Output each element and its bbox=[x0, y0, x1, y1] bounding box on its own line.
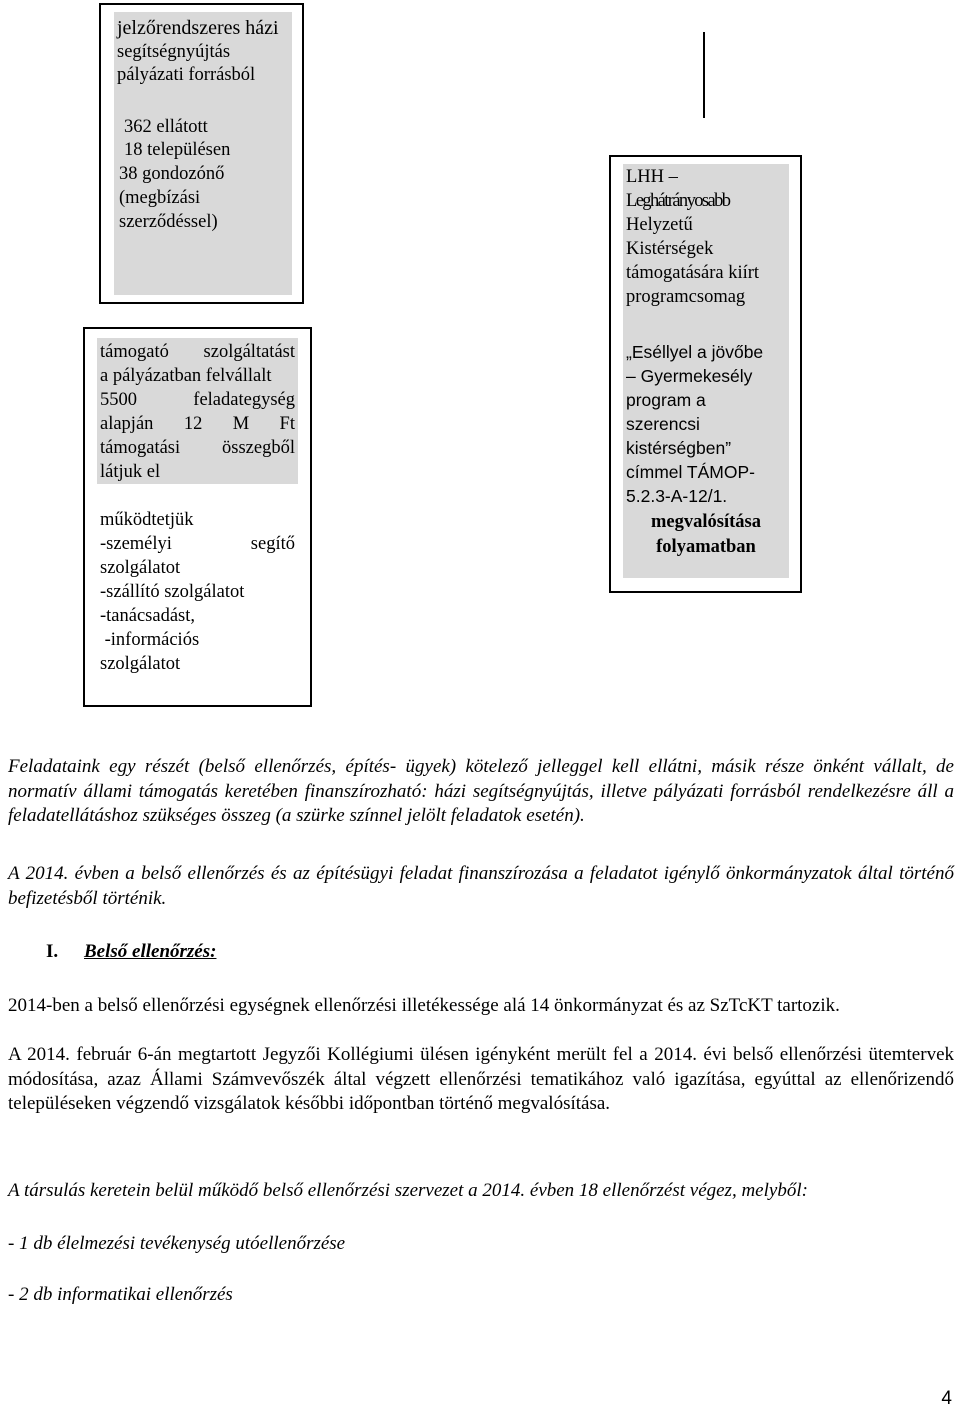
box2-word: szolgáltatást bbox=[203, 342, 295, 362]
box2-word: 5500 bbox=[100, 390, 137, 410]
box2-gray-line bbox=[100, 412, 295, 436]
page-number: 4 bbox=[941, 1388, 952, 1409]
box3-intro-line: programcsomag bbox=[626, 287, 746, 307]
list-item-text: - 1 db élelmezési tevékenység utóellenőrzése bbox=[8, 1233, 346, 1254]
box1-stat-line: 38 gondozónő bbox=[119, 164, 225, 184]
box1-stat-line: szerződéssel) bbox=[119, 212, 218, 232]
box3-intro-line: Kistérségek bbox=[626, 239, 714, 259]
box3-status-line: folyamatban bbox=[656, 537, 756, 557]
box2-gray-line: a pályázatban felvállalt bbox=[100, 366, 272, 386]
box2-gray-line bbox=[100, 436, 295, 460]
paragraph-text: 2014-ben a belső ellenőrzési egységnek ellenőrzési illetékessége alá 14 önkormányzat és az SzTcKT tartozik. bbox=[8, 995, 840, 1016]
box2-word: támogatási bbox=[100, 438, 181, 458]
box2-list-line bbox=[100, 532, 295, 556]
paragraph-feladataink bbox=[8, 755, 954, 829]
box3-program-line: címmel TÁMOP- bbox=[626, 462, 755, 482]
box2-word: M bbox=[232, 414, 250, 434]
box1-heading-line: jelzőrendszeres házi bbox=[117, 17, 279, 39]
box3-status-line: megvalósítása bbox=[651, 512, 761, 532]
box2-word: 12 bbox=[183, 414, 203, 434]
box3-intro-line: Helyzetű bbox=[626, 215, 693, 235]
box2-list-line: szolgálatot bbox=[100, 654, 181, 674]
box3-program-line: 5.2.3-A-12/1. bbox=[626, 486, 728, 506]
list-item bbox=[8, 1232, 954, 1257]
box2-gray-line: látjuk el bbox=[100, 462, 161, 482]
list-item bbox=[8, 1283, 954, 1308]
box3-program-line: szerencsi bbox=[626, 414, 700, 434]
box2-list-line: -tanácsadást, bbox=[100, 606, 196, 626]
paragraph-finanszirozas bbox=[8, 862, 954, 911]
box1-heading-line: segítségnyújtás bbox=[117, 42, 231, 62]
section-title: Belső ellenőrzés: bbox=[84, 941, 217, 962]
box2-gray-line bbox=[100, 340, 295, 364]
box3-intro-line: LHH – bbox=[626, 167, 678, 187]
box1-heading-line: pályázati forrásból bbox=[117, 65, 256, 85]
paragraph-illetekesseg bbox=[8, 994, 954, 1019]
box2-word: feladategység bbox=[193, 390, 295, 410]
box3-program-line: program a bbox=[626, 390, 706, 410]
box2-word: alapján bbox=[100, 414, 154, 434]
paragraph-text: A 2014. évben a belső ellenőrzés és az építésügyi feladat finanszírozása a feladatot igénylő önkormányzatok által történő befizetésből történik. bbox=[8, 863, 954, 909]
box2-word: támogató bbox=[100, 342, 169, 362]
paragraph-text: A 2014. február 6-án megtartott Jegyzői Kollégiumi ülésen igényként merült fel a 2014. évi belső ellenőrzési ütemtervek módosítása, azaz Állami Számvevőszék által végzett ellenőrzési tematikához való igazítása, egyúttal az ellenőrizendő településeken végzendő vizsgálatok későbbi időpontban történő megvalósítása. bbox=[8, 1044, 954, 1114]
box1-stat-line: 362 ellátott bbox=[124, 117, 208, 137]
box3-program-line: „Eséllyel a jövőbe bbox=[626, 342, 764, 362]
paragraph-jegyzoi bbox=[8, 1043, 954, 1117]
box2-word: -személyi bbox=[100, 534, 172, 554]
box2-word: összegből bbox=[222, 438, 295, 458]
box2-list-line: -információs bbox=[100, 630, 200, 650]
box3-intro-line: Leghátrányosabb bbox=[626, 191, 730, 211]
section-number: I. bbox=[46, 941, 59, 962]
paragraph-text: Feladataink egy részét (belső ellenőrzés, építés- ügyek) kötelező jelleggel kell ellátni, másik része önként vállalt, de normatív állami támogatás keretében finanszírozható: házi segítségnyújtás, illetve pályázati forrásból rendelkezésre áll a feladatellátáshoz szükséges összeg (a szürke színnel jelölt feladatok esetén). bbox=[8, 756, 954, 826]
box2-list-line: működtetjük bbox=[100, 510, 194, 530]
section-heading bbox=[46, 941, 216, 963]
box3-intro-line: támogatására kiírt bbox=[626, 263, 760, 283]
box3-program-line: – Gyermekesély bbox=[626, 366, 753, 386]
box3-program-line: kistérségben” bbox=[626, 438, 732, 458]
box1-stat-line: (megbízási bbox=[119, 188, 201, 208]
list-item-text: - 2 db informatikai ellenőrzés bbox=[8, 1284, 233, 1305]
box2-gray-line bbox=[100, 388, 295, 412]
box2-list-line: -szállító szolgálatot bbox=[100, 582, 245, 602]
box1-stat-line: 18 településen bbox=[124, 140, 231, 160]
box2-word: segítő bbox=[250, 534, 295, 554]
connector-line bbox=[703, 32, 705, 118]
box2-word: Ft bbox=[279, 414, 295, 434]
paragraph-tarsulas bbox=[8, 1179, 954, 1204]
paragraph-text: A társulás keretein belül működő belső ellenőrzési szervezet a 2014. évben 18 ellenőrzést végez, melyből: bbox=[8, 1180, 808, 1201]
box2-list-line: szolgálatot bbox=[100, 558, 181, 578]
